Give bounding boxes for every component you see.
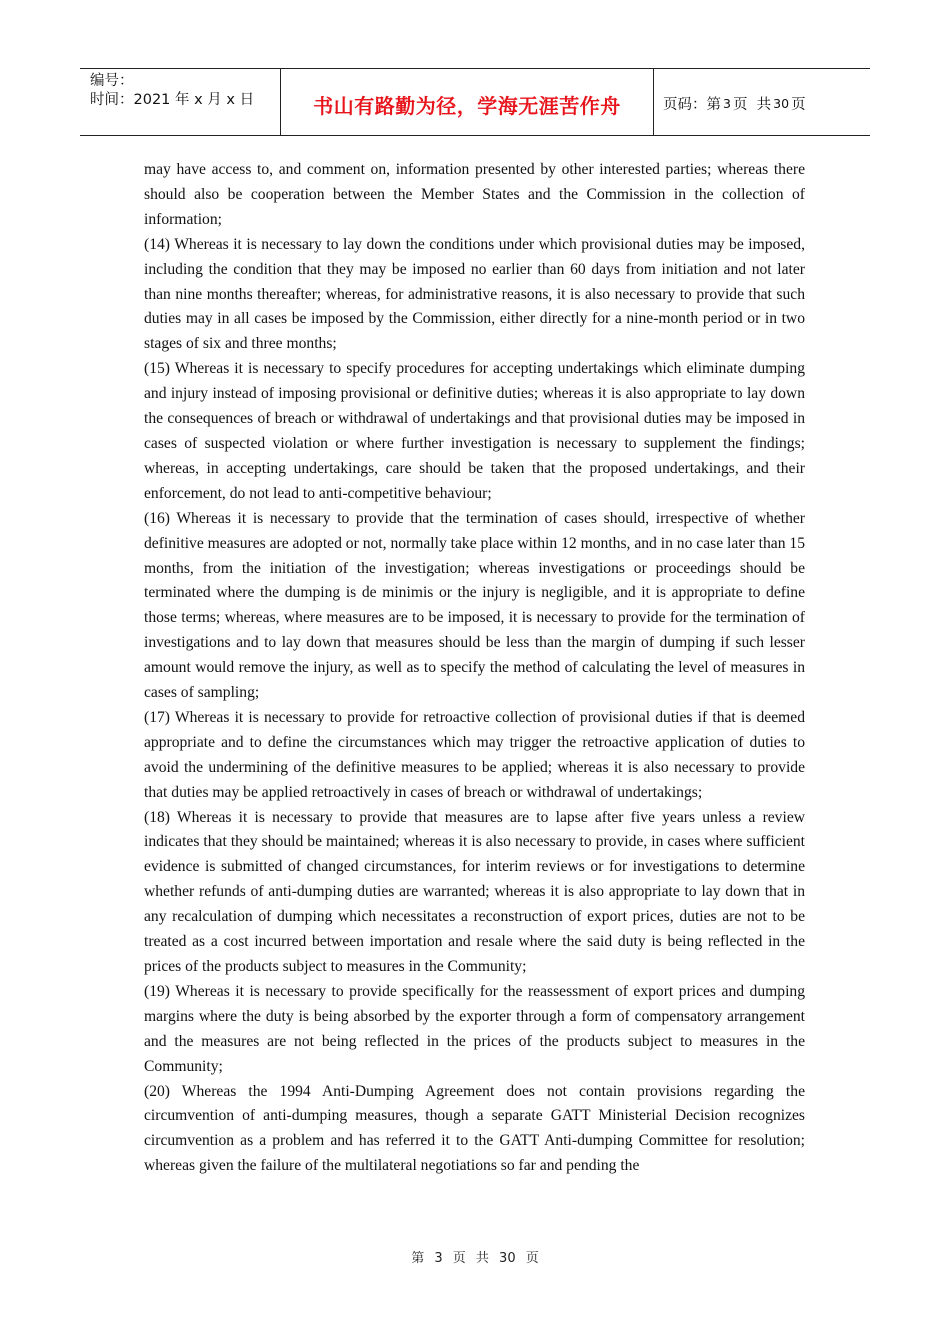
paragraph-15: (15) Whereas it is necessary to specify procedures for accepting undertakings which eliminate dumping and injury instead of imposing provisional or definitive duties; whereas it is also appropriate to lay down the consequences of breach or withdrawal of undertakings and that provisional duties may be imposed in cases of suspected violation or where further investigation is necessary to supplement the findings; whereas, in accepting undertakings, care should be taken that the proposed undertakings, and their enforcement, do not lead to anti-competitive behaviour; [144, 360, 805, 502]
paragraph-17: (17) Whereas it is necessary to provide for retroactive collection of provisional duties if that is deemed appropriate and to define the circumstances which may trigger the retroactive application of duties to avoid the undermining of the definitive measures to be applied; whereas it is also necessary to provide that duties may be applied retroactively in cases of breach or withdrawal of undertakings; [144, 708, 805, 801]
page-current: 3 [723, 95, 731, 111]
serial-number-label: 编号： [90, 73, 134, 89]
page-prefix: 页码：第 [663, 96, 721, 113]
paragraph-18: (18) Whereas it is necessary to provide that measures are to lapse after five years unless a review indicates that they should be maintained; whereas it is also necessary to provide, in cases where sufficient evidence is submitted of changed circumstances, for interim reviews or for investigations to determine whether refunds of anti-dumping duties are warranted; whereas it is also appropriate to lay down that in any recalculation of dumping which necessitates a reconstruction of export prices, duties are not to be treated as a cost incurred between importation and resale where the said duty is being reflected in the prices of the products subject to measures in the Community; [144, 808, 805, 975]
paragraph-16: (16) Whereas it is necessary to provide that the termination of cases should, irrespective of whether definitive measures are adopted or not, normally take place within 12 months, and in no case later than 15 months, from the initiation of the investigation; whereas investigations or proceedings should be terminated where the dumping is de minimis or the injury is negligible, and it is appropriate to define those terms; whereas, where measures are to be imposed, it is necessary to provide for the termination of investigations and to lay down that measures should be less than the margin of dumping if such lesser amount would remove the injury, as well as to specify the method of calculating the level of measures in cases of sampling; [144, 509, 805, 702]
date-text: 时间：2021 年 x 月 x 日 [90, 92, 255, 108]
page-footer: 第 3 页 共 30 页 [411, 1251, 539, 1266]
paragraph-continuation: may have access to, and comment on, information presented by other interested parties; whereas there should also be cooperation between the Member States and the Commission in the collection of information; [144, 161, 805, 228]
motto-text: 书山有路勤为径，学海无涯苦作舟 [313, 93, 621, 118]
page-total: 30 [773, 95, 790, 111]
page-suffix: 页 [791, 96, 806, 113]
header-page-info [654, 69, 870, 135]
paragraph-20: (20) Whereas the 1994 Anti-Dumping Agreement does not contain provisions regarding the circumvention of anti-dumping measures, though a separate GATT Ministerial Decision recognizes circumvention as a problem and has referred it to the GATT Anti-dumping Committee for resolution; whereas given the failure of the multilateral negotiations so far and pending the [144, 1082, 805, 1175]
paragraph-19: (19) Whereas it is necessary to provide specifically for the reassessment of export prices and dumping margins where the duty is being absorbed by the exporter through a form of compensatory arrangement and the measures are not being reflected in the prices of the products subject to measures in the Community; [144, 982, 805, 1075]
page-header [80, 68, 870, 136]
page-mid: 页 共 [732, 96, 772, 113]
header-meta [80, 69, 281, 135]
document-body [144, 158, 805, 1179]
paragraph-14: (14) Whereas it is necessary to lay down the conditions under which provisional duties may be imposed, including the condition that they may be imposed no earlier than 60 days from initiation and not later than nine months thereafter; whereas, for administrative reasons, it is also necessary to provide that such duties may in all cases be imposed by the Commission, either directly for a nine-month period or in two stages of six and three months; [144, 235, 805, 353]
header-motto-cell [281, 69, 654, 135]
